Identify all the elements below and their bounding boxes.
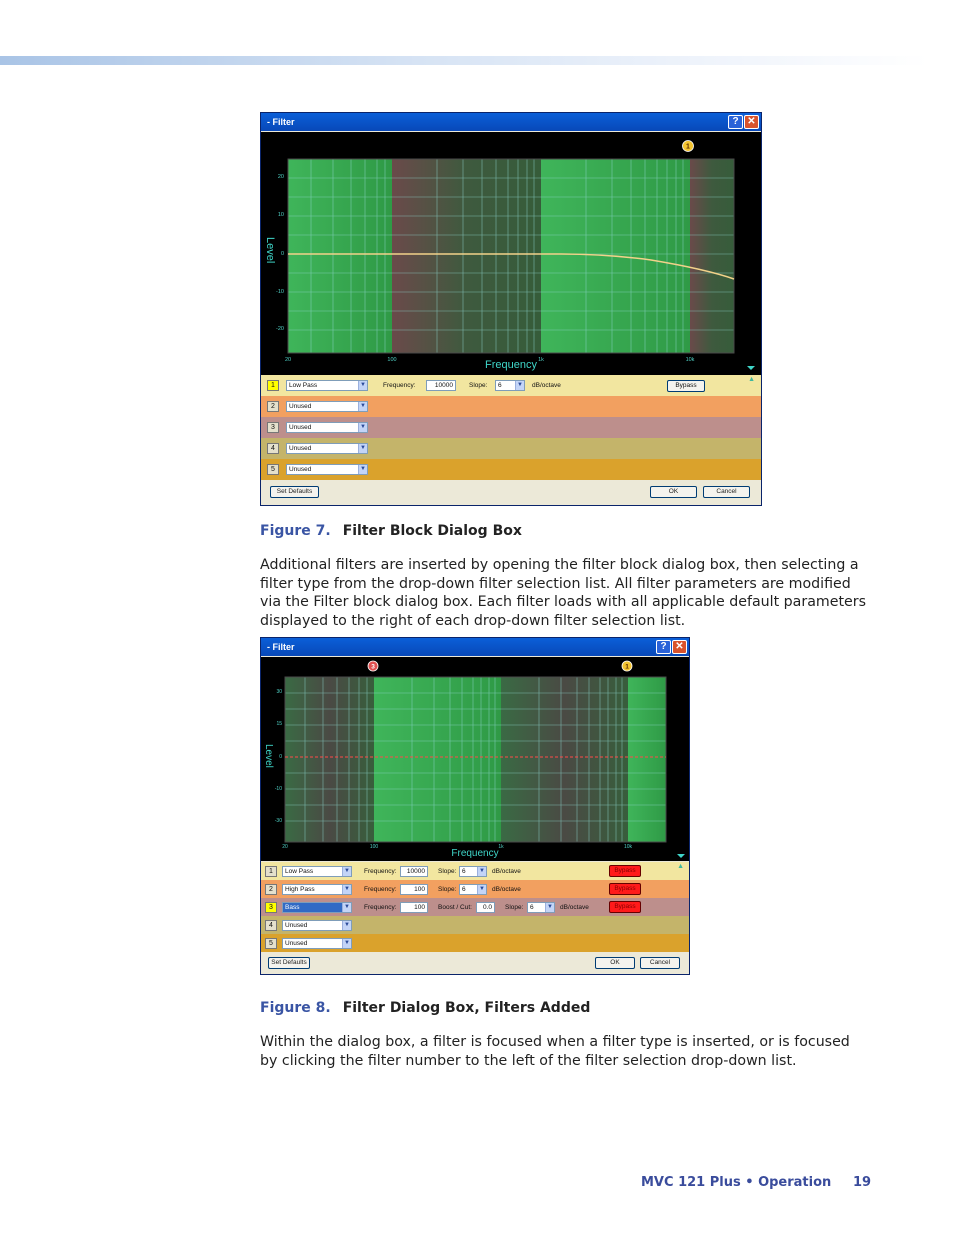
chevron-down-icon: ▼ <box>342 885 351 894</box>
filter-number-button[interactable]: 3 <box>265 902 277 913</box>
filter-row-2 <box>261 880 689 898</box>
frequency-response-graph <box>261 657 689 861</box>
filter-number-button[interactable]: 4 <box>267 443 279 454</box>
help-button[interactable]: ? <box>656 640 671 654</box>
frequency-input[interactable]: 100 <box>400 884 428 895</box>
filter-number-button[interactable]: 5 <box>267 464 279 475</box>
y-tick: 10 <box>277 212 284 218</box>
filter-type-select[interactable]: Low Pass ▼ <box>286 380 368 391</box>
scroll-up-icon[interactable]: ▲ <box>748 376 755 383</box>
body-paragraph-2: Within the dialog box, a filter is focused when a filter type is inserted, or is focused by clicking the filter number to the left of the filter selection drop-down list. <box>260 1034 850 1069</box>
help-button[interactable]: ? <box>728 115 743 129</box>
y-tick: -30 <box>274 818 282 824</box>
filter-type-select[interactable]: High Pass ▼ <box>282 884 352 895</box>
figure-number: Figure 8. <box>260 1000 331 1016</box>
figure-number: Figure 7. <box>260 523 331 539</box>
slope-select[interactable]: 6 ▼ <box>527 902 555 913</box>
chevron-down-icon: ▼ <box>358 465 367 474</box>
x-tick: 10k <box>623 844 633 850</box>
frequency-input[interactable]: 10000 <box>400 866 428 877</box>
filter-number-button[interactable]: 3 <box>267 422 279 433</box>
x-tick: 10k <box>685 357 695 363</box>
y-tick: 0 <box>280 251 284 257</box>
frequency-response-graph <box>261 132 761 385</box>
bypass-button[interactable]: Bypass <box>609 901 641 913</box>
chevron-down-icon: ▼ <box>358 423 367 432</box>
y-tick: -10 <box>274 786 282 792</box>
chevron-down-icon: ▼ <box>477 867 486 876</box>
scroll-down-icon <box>677 854 685 858</box>
figure8-caption <box>260 1000 590 1016</box>
frequency-label: Frequency: <box>364 886 397 893</box>
slope-select[interactable]: 6 ▼ <box>459 866 487 877</box>
x-tick: 1k <box>538 357 544 363</box>
x-tick: 100 <box>387 357 397 363</box>
filter-number-button[interactable]: 4 <box>265 920 277 931</box>
x-tick: 1k <box>498 844 504 850</box>
chevron-down-icon: ▼ <box>358 381 367 390</box>
chevron-down-icon: ▼ <box>342 921 351 930</box>
frequency-label: Frequency: <box>364 868 397 875</box>
frequency-label: Frequency: <box>383 382 416 389</box>
ok-button[interactable]: OK <box>595 957 635 969</box>
chevron-down-icon: ▼ <box>545 903 554 912</box>
slope-select[interactable]: 6 ▼ <box>495 380 525 391</box>
filter-number-button[interactable]: 1 <box>267 380 279 391</box>
dialog-title: - Filter <box>267 642 295 652</box>
svg-text:1: 1 <box>686 143 690 151</box>
filter-row-3 <box>261 898 689 916</box>
slope-unit: dB/octave <box>560 904 589 911</box>
filter-dialog-figure8 <box>260 637 690 975</box>
y-tick: -20 <box>276 326 284 332</box>
filter-type-select[interactable]: Unused ▼ <box>282 938 352 949</box>
footer-title: MVC 121 Plus • Operation <box>641 1175 832 1190</box>
chevron-down-icon: ▼ <box>342 939 351 948</box>
chevron-down-icon: ▼ <box>515 381 524 390</box>
slope-select[interactable]: 6 ▼ <box>459 884 487 895</box>
slope-unit: dB/octave <box>492 886 521 893</box>
filter-row-5 <box>261 934 689 952</box>
filter-type-select[interactable]: Unused ▼ <box>286 401 368 412</box>
filter-number-button[interactable]: 5 <box>265 938 277 949</box>
boost-cut-label: Boost / Cut: <box>438 904 472 911</box>
slope-label: Slope: <box>469 382 488 389</box>
filter-type-select[interactable]: Unused ▼ <box>286 464 368 475</box>
dialog-titlebar <box>261 638 689 656</box>
cancel-button[interactable]: Cancel <box>640 957 680 969</box>
figure-title: Filter Block Dialog Box <box>342 523 522 539</box>
close-button[interactable]: ✕ <box>744 115 759 129</box>
chevron-down-icon: ▼ <box>358 402 367 411</box>
filter-row-1 <box>261 375 761 396</box>
filter-row-2 <box>261 396 761 417</box>
figure7-caption <box>260 523 522 539</box>
filter-row-4 <box>261 916 689 934</box>
filter-dialog-figure7 <box>260 112 762 506</box>
x-axis-label: Frequency <box>485 359 537 371</box>
x-tick: 20 <box>284 357 292 363</box>
dialog-titlebar <box>261 113 761 131</box>
y-axis-label: Level <box>264 237 276 264</box>
figure-title: Filter Dialog Box, Filters Added <box>342 1000 591 1016</box>
ok-button[interactable]: OK <box>650 486 697 498</box>
chevron-down-icon: ▼ <box>342 903 351 912</box>
chevron-down-icon: ▼ <box>477 885 486 894</box>
filter-row-1 <box>261 862 689 880</box>
x-tick: 20 <box>282 844 288 850</box>
filter-type-select[interactable]: Low Pass ▼ <box>282 866 352 877</box>
slope-label: Slope: <box>438 886 457 893</box>
filter-number-button[interactable]: 1 <box>265 866 277 877</box>
filter-row-3 <box>261 417 761 438</box>
bypass-button[interactable]: Bypass <box>609 883 641 895</box>
filter-number-button[interactable]: 2 <box>267 401 279 412</box>
slope-label: Slope: <box>505 904 524 911</box>
y-tick: -10 <box>276 289 284 295</box>
frequency-input[interactable]: 100 <box>400 902 428 913</box>
slope-label: Slope: <box>438 868 457 875</box>
frequency-label: Frequency: <box>364 904 397 911</box>
set-defaults-button[interactable]: Set Defaults <box>270 486 319 498</box>
filter-row-5 <box>261 459 761 480</box>
filter-row-4 <box>261 438 761 459</box>
scroll-up-icon[interactable]: ▲ <box>677 863 684 870</box>
chevron-down-icon: ▼ <box>358 444 367 453</box>
slope-unit: dB/octave <box>492 868 521 875</box>
y-axis-label: Level <box>263 744 274 768</box>
x-axis-label: Frequency <box>451 848 499 859</box>
body-paragraph-1: Additional filters are inserted by opening the filter block dialog box, then selecting a filter type from the drop-down filter selection list. All filter parameters are modified via the Filter block dialog box. Each filter loads with all applicable default parameters displayed to the right of each drop-down filter selection list. <box>260 557 866 630</box>
set-defaults-button[interactable]: Set Defaults <box>268 957 310 969</box>
close-button[interactable]: ✕ <box>672 640 687 654</box>
y-tick: 30 <box>276 689 282 695</box>
filter-type-select[interactable]: Unused ▼ <box>286 422 368 433</box>
cancel-button[interactable]: Cancel <box>703 486 750 498</box>
x-tick: 100 <box>369 844 379 850</box>
bypass-button[interactable]: Bypass <box>667 380 705 392</box>
scroll-down-icon <box>747 366 755 370</box>
svg-text:3: 3 <box>371 663 375 671</box>
frequency-input[interactable]: 10000 <box>426 380 456 391</box>
filter-type-select[interactable]: Bass ▼ <box>282 902 352 913</box>
slope-unit: dB/octave <box>532 382 561 389</box>
page-number: 19 <box>853 1175 872 1190</box>
y-tick: 0 <box>279 754 282 760</box>
dialog-title: - Filter <box>267 117 295 127</box>
chevron-down-icon: ▼ <box>342 867 351 876</box>
filter-type-select[interactable]: Unused ▼ <box>282 920 352 931</box>
y-tick: 15 <box>276 721 282 727</box>
bypass-button[interactable]: Bypass <box>609 865 641 877</box>
boost-cut-input[interactable]: 0.0 <box>476 902 495 913</box>
filter-type-select[interactable]: Unused ▼ <box>286 443 368 454</box>
header-gradient-bar <box>0 56 928 65</box>
svg-text:1: 1 <box>625 663 629 671</box>
filter-number-button[interactable]: 2 <box>265 884 277 895</box>
y-tick: 20 <box>277 174 284 180</box>
